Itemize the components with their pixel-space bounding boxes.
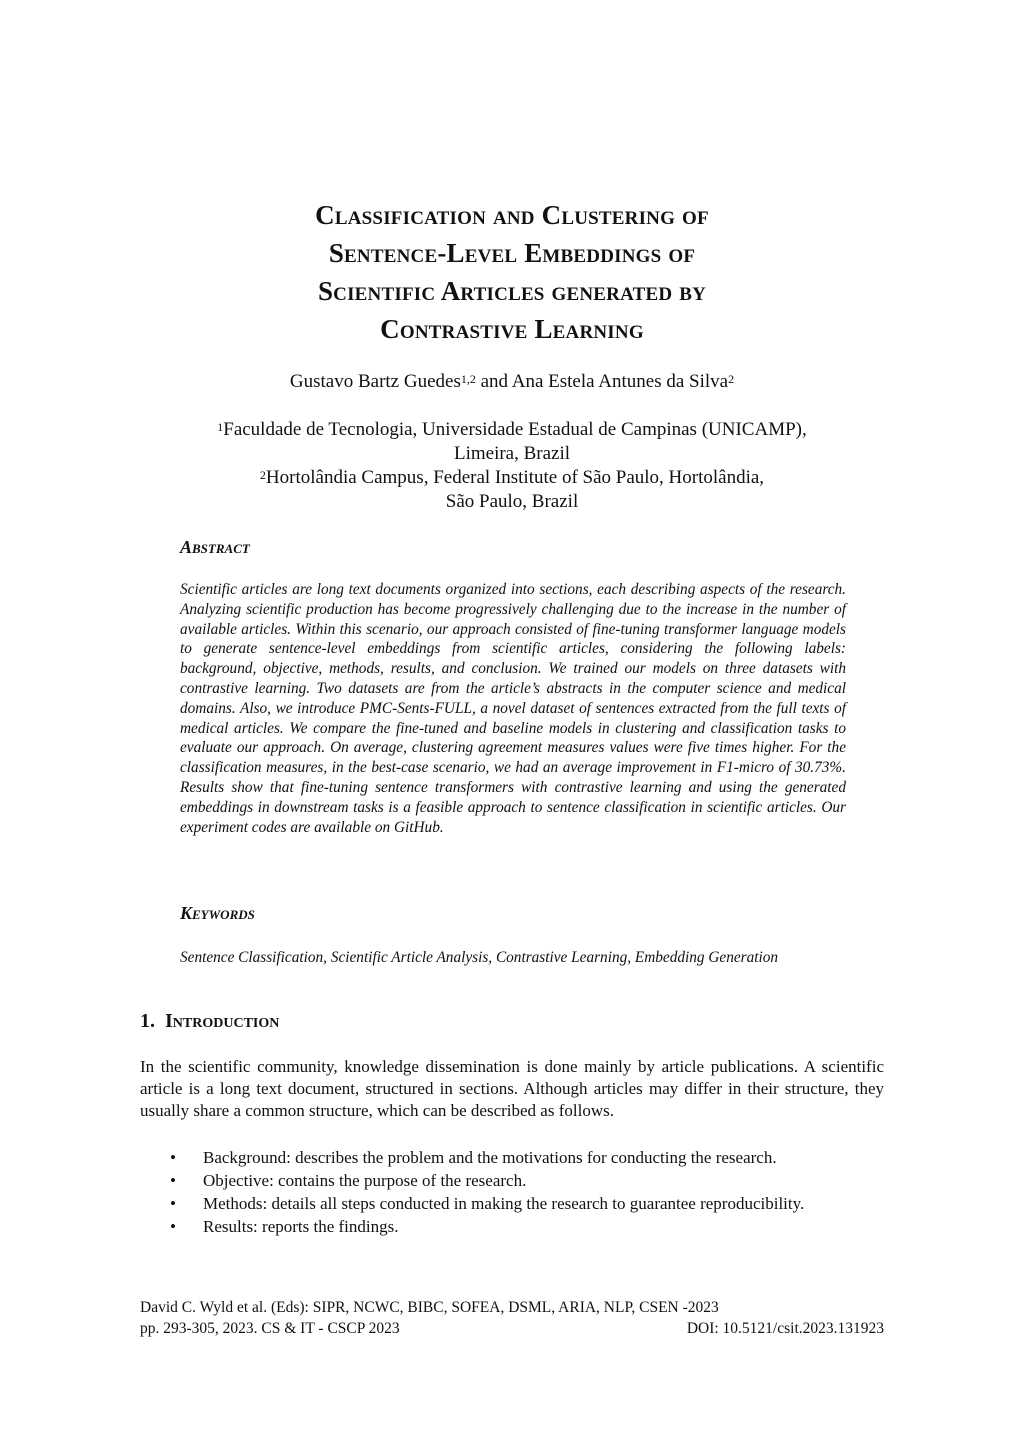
title-line: Classification and Clustering of (315, 200, 709, 230)
page-footer (140, 1297, 884, 1339)
author-connector: and (475, 371, 512, 392)
footer-pages: pp. 293-305, 2023. CS & IT - CSCP 2023 (140, 1320, 400, 1337)
affiliation-mark: 2 (259, 468, 266, 482)
section-number: 1. (140, 1010, 155, 1032)
introduction-paragraph: In the scientific community, knowledge dissemination is done mainly by article publications. A scientific article is a long text document, structured in sections. Although articles may differ in their structure, they usually share a common structure, which can be described as follows. (140, 1057, 884, 1120)
affiliation-line: São Paulo, Brazil (445, 491, 579, 512)
affiliation-line (140, 466, 884, 490)
list-item-text: Background: describes the problem and the motivations for conducting the research. (203, 1148, 777, 1167)
footer-proceedings: David C. Wyld et al. (Eds): SIPR, NCWC, BIBC, SOFEA, DSML, ARIA, NLP, CSEN -2023 (140, 1299, 719, 1316)
footer-line (140, 1318, 884, 1339)
affiliation-line (140, 418, 884, 442)
footer-doi: DOI: 10.5121/csit.2023.131923 (686, 1320, 884, 1337)
affiliation-text: Faculdade de Tecnologia, Universidade Estadual de Campinas (UNICAMP), (223, 419, 807, 440)
author-name: Gustavo Bartz Guedes (289, 371, 461, 392)
bullet-icon: • (170, 1148, 176, 1167)
section-list (166, 1146, 886, 1238)
paper-title (140, 196, 884, 348)
section-title: Introduction (165, 1010, 280, 1032)
list-item-text: Methods: details all steps conducted in making the research to guarantee reproducibility. (203, 1194, 805, 1213)
list-item (166, 1192, 886, 1215)
list-item-text: Results: reports the findings. (203, 1217, 399, 1236)
author-name: Ana Estela Antunes da Silva (511, 371, 729, 392)
abstract-heading: Abstract (180, 537, 250, 557)
affiliation-line: Limeira, Brazil (453, 443, 571, 464)
list-item (166, 1146, 886, 1169)
list-item (166, 1215, 886, 1238)
list-item-text: Objective: contains the purpose of the research. (203, 1171, 527, 1190)
bullet-icon: • (170, 1194, 176, 1213)
title-line: Scientific Articles generated by (317, 276, 707, 306)
author-affiliation-mark: 2 (728, 372, 735, 386)
affiliation-mark: 1 (217, 420, 224, 434)
affiliation-text: Hortolândia Campus, Federal Institute of São Paulo, Hortolândia, (265, 467, 765, 488)
author-affiliation-mark: 1,2 (460, 372, 476, 386)
author-list (140, 370, 884, 394)
keywords-heading: Keywords (180, 903, 255, 923)
abstract-text: Scientific articles are long text documents organized into sections, each describing aspects of the research. Analyzing scientific production has become progressively challenging due to the increase in the number of available articles. Within this scenario, our approach consisted of fine-tuning transformer language models to generate sentence-level embeddings from scientific articles, considering the following labels: background, objective, methods, results, and conclusion. We trained our models on three datasets with contrastive learning. Two datasets are from the article’s abstracts in the computer science and medical domains. Also, we introduce PMC-Sents-FULL, a novel dataset of sentences extracted from the full texts of medical articles. We compare the fine-tuned and baseline models in clustering and classification tasks to evaluate our approach. On average, clustering agreement measures values were five times higher. For the classification measures, in the best-case scenario, we had an average improvement in F1-micro of 30.73%. Results show that fine-tuning sentence transformers with contrastive learning and using the generated embeddings in downstream tasks is a feasible approach to sentence classification in scientific articles. Our experiment codes are available on GitHub. (180, 581, 846, 836)
affiliation-block (140, 418, 884, 514)
title-line: Contrastive Learning (380, 314, 644, 344)
introduction-heading (140, 1010, 279, 1033)
title-line: Sentence-Level Embeddings of (328, 238, 696, 268)
keywords-text: Sentence Classification, Scientific Article Analysis, Contrastive Learning, Embedding Generation (180, 949, 779, 966)
bullet-icon: • (170, 1171, 176, 1190)
list-item (166, 1169, 886, 1192)
bullet-icon: • (170, 1217, 176, 1236)
